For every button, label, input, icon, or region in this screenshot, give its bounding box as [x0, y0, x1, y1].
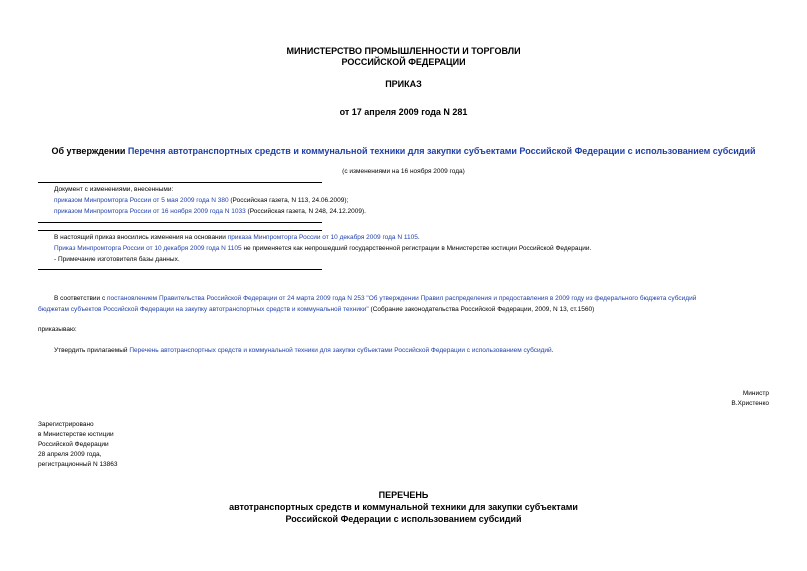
- signature-name: В.Христенко: [731, 400, 769, 407]
- body-paragraph-line1: [54, 295, 696, 303]
- editor-note-line3: - Примечание изготовителя базы данных.: [54, 256, 180, 263]
- document-date-number: от 17 апреля 2009 года N 281: [339, 107, 468, 117]
- editor-note-line2: [54, 245, 591, 253]
- amendments-heading: Документ с изменениями, внесенными:: [54, 186, 174, 193]
- editor-note-text: В настоящий приказ вносились изменения на основании: [54, 234, 228, 241]
- body-text: В соответствии с: [54, 295, 108, 302]
- amendment-link[interactable]: приказом Минпромторга России от 16 ноября 2009 года N 1033: [54, 208, 246, 215]
- body-paragraph-line2: [38, 306, 594, 314]
- divider-middle: [38, 222, 322, 223]
- divider-top: [38, 182, 322, 183]
- list-link[interactable]: Перечень автотранспортных средств и коммунальной техники для закупки субъектами Российской Федерации с использованием субсидий: [129, 347, 552, 354]
- amendment-item: [54, 208, 366, 216]
- body-text: (Собрание законодательства Российской Федерации, 2009, N 13, ст.1560): [368, 306, 595, 313]
- editor-note-link[interactable]: Приказ Минпромторга России от 10 декабря 2009 года N 1105: [54, 245, 242, 252]
- amendment-item: [54, 197, 348, 205]
- editor-note-text: не применяется как непрошедший государственной регистрации в Министерстве юстиции Российской Федерации.: [241, 245, 592, 252]
- registration-line: Зарегистрировано: [38, 421, 94, 428]
- decree-link[interactable]: постановлением Правительства Российской Федерации от 24 марта 2009 года N 253 "Об утверждении Правил распределения и предоставления в 2009 году из федерального бюджета субсидий: [107, 295, 697, 302]
- list-title-line3: Российской Федерации с использованием субсидий: [285, 514, 522, 524]
- document-title: [0, 146, 807, 157]
- divider-note-bottom: [38, 269, 322, 270]
- signature-block: [731, 389, 769, 409]
- registration-line: в Министерстве юстиции: [38, 431, 114, 438]
- document-type: ПРИКАЗ: [385, 79, 422, 89]
- amendment-suffix: (Российская газета, N 113, 24.06.2009);: [228, 197, 349, 204]
- list-title-line2: автотранспортных средств и коммунальной техники для закупки субъектами: [229, 502, 578, 512]
- amendment-link[interactable]: приказом Минпромторга России от 5 мая 2009 года N 380: [54, 197, 229, 204]
- list-title-heading: ПЕРЕЧЕНЬ: [378, 490, 429, 500]
- order-word: приказываю:: [38, 326, 77, 333]
- registration-block: [38, 420, 118, 470]
- ministry-name-line2: РОССИЙСКОЙ ФЕДЕРАЦИИ: [341, 57, 466, 67]
- approve-paragraph: [54, 347, 553, 355]
- editor-note-link[interactable]: приказа Минпромторга России от 10 декабря 2009 года N 1105: [227, 234, 418, 241]
- ministry-name-line1: МИНИСТЕРСТВО ПРОМЫШЛЕННОСТИ И ТОРГОВЛИ: [286, 46, 521, 56]
- body-text: Утвердить прилагаемый: [54, 347, 130, 354]
- editor-note-line1: [54, 234, 420, 242]
- amendment-suffix: (Российская газета, N 248, 24.12.2009).: [245, 208, 366, 215]
- registration-line: регистрационный N 13863: [38, 461, 118, 468]
- title-link[interactable]: Перечня автотранспортных средств и коммунальной техники для закупки субъектами Российской Федерации с использованием субсидий: [127, 146, 756, 156]
- body-text: .: [551, 347, 554, 354]
- registration-line: 28 апреля 2009 года,: [38, 451, 102, 458]
- decree-link[interactable]: бюджетам субъектов Российской Федерации на закупку автотранспортных средств и коммунальной техники": [38, 306, 369, 313]
- revision-note: (с изменениями на 16 ноября 2009 года): [342, 168, 465, 175]
- signature-position: Министр: [742, 390, 769, 397]
- title-prefix: Об утверждении: [51, 146, 128, 156]
- divider-note-top: [38, 230, 322, 231]
- registration-line: Российской Федерации: [38, 441, 109, 448]
- editor-note-text: .: [417, 234, 420, 241]
